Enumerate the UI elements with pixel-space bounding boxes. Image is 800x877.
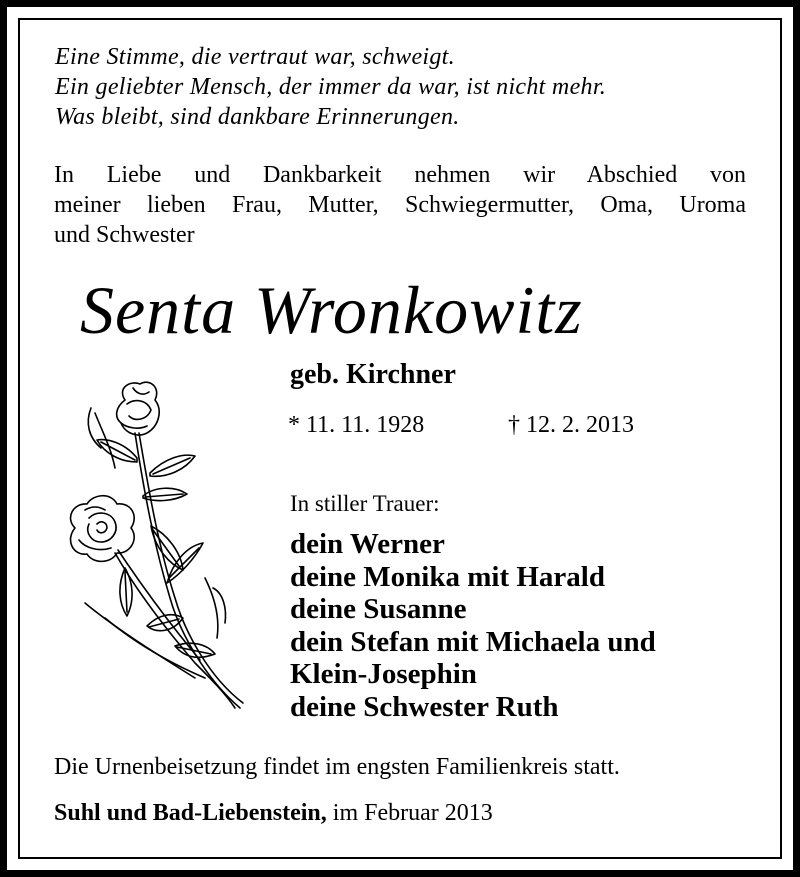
mourner-entry: deine Susanne [290,593,467,625]
rose-icon [55,378,255,718]
verse-line: Was bleibt, sind dankbare Erinnerungen. [55,104,460,130]
intro-line: und Schwester [54,222,195,248]
mourner-entry: dein Werner [290,528,445,560]
death-date: † 12. 2. 2013 [508,412,634,438]
farewell-intro [54,160,746,250]
life-dates [288,410,634,440]
burial-note: Die Urnenbeisetzung findet im engsten Familienkreis statt. [54,754,620,780]
mourner-entry: dein Stefan mit Michaela und [290,625,656,658]
intro-line: In Liebe und Dankbarkeit nehmen wir Abschied von [54,162,746,188]
mourners-list [290,528,656,723]
birth-date: * 11. 11. 1928 [288,412,425,438]
intro-line: meiner lieben Frau, Mutter, Schwiegermutter, Oma, Uroma [54,192,746,218]
mourning-label: In stiller Trauer: [290,491,440,516]
closing-date: im Februar 2013 [332,800,493,826]
deceased-name: Senta Wronkowitz [80,272,583,348]
verse-line: Ein geliebter Mensch, der immer da war, ist nicht mehr. [55,74,607,100]
place-names: Suhl und Bad-Liebenstein, [54,800,327,826]
verse-line: Eine Stimme, die vertraut war, schweigt. [55,44,455,70]
mourner-entry: deine Monika mit Harald [290,560,605,593]
memorial-verse [55,42,606,132]
mourner-entry: deine Schwester Ruth [290,690,559,723]
mourner-entry: Klein-Josephin [290,658,477,690]
place-and-date [54,798,493,828]
maiden-name: geb. Kirchner [290,359,456,390]
